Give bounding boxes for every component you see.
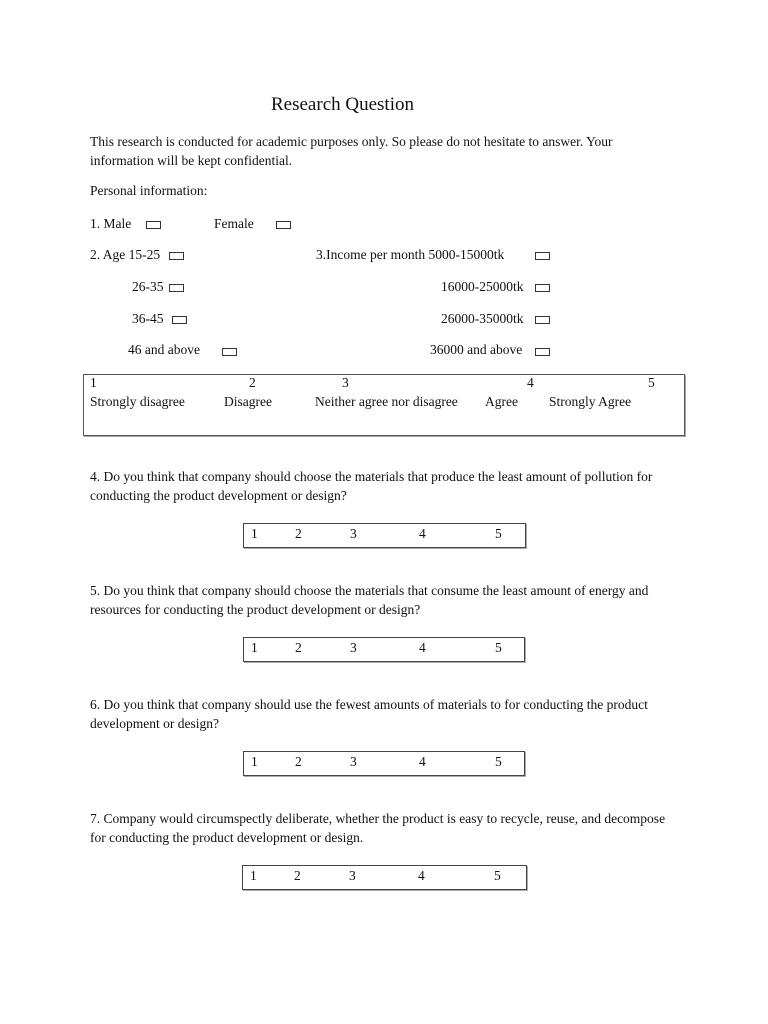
legend-number: 2 bbox=[249, 375, 256, 390]
income-16000-25000-checkbox[interactable] bbox=[535, 284, 550, 292]
rating-option[interactable]: 4 bbox=[419, 754, 426, 769]
age-36-45-checkbox[interactable] bbox=[172, 316, 187, 324]
rating-scale[interactable] bbox=[243, 637, 525, 662]
age-option-label: 46 and above bbox=[128, 342, 200, 357]
rating-option[interactable]: 5 bbox=[495, 640, 502, 655]
legend-number: 3 bbox=[342, 375, 349, 390]
rating-option[interactable]: 2 bbox=[295, 640, 302, 655]
rating-option[interactable]: 2 bbox=[295, 754, 302, 769]
legend-number: 4 bbox=[527, 375, 534, 390]
question-text: 4. Do you think that company should choose the materials that produce the least amount of pollution for conducting the product development or design? bbox=[90, 469, 653, 503]
male-checkbox[interactable] bbox=[146, 221, 161, 229]
rating-option[interactable]: 2 bbox=[295, 526, 302, 541]
rating-option[interactable]: 2 bbox=[294, 868, 301, 883]
rating-option[interactable]: 5 bbox=[494, 868, 501, 883]
age-option-label: 26-35 bbox=[132, 279, 164, 294]
rating-scale[interactable] bbox=[243, 751, 525, 776]
rating-option[interactable]: 4 bbox=[419, 640, 426, 655]
rating-option[interactable]: 5 bbox=[495, 754, 502, 769]
question-text: 7. Company would circumspectly deliberate, whether the product is easy to recycle, reuse, and decompose for conducting the product development or design. bbox=[90, 811, 666, 845]
rating-scale[interactable] bbox=[242, 865, 527, 890]
rating-option[interactable]: 3 bbox=[350, 640, 357, 655]
intro-text: This research is conducted for academic purposes only. So please do not hesitate to answer. Your information will be kept confidential. bbox=[90, 134, 613, 168]
age-label: 2. Age 15-25 bbox=[90, 247, 161, 262]
rating-option[interactable]: 3 bbox=[349, 868, 356, 883]
legend-label: Agree bbox=[485, 394, 518, 409]
income-26000-35000-checkbox[interactable] bbox=[535, 316, 550, 324]
question-text: 5. Do you think that company should choose the materials that consume the least amount of energy and resources for conducting the product development or design? bbox=[90, 583, 649, 617]
age-26-35-checkbox[interactable] bbox=[169, 284, 184, 292]
legend-label: Strongly disagree bbox=[90, 394, 185, 409]
income-option-label: 26000-35000tk bbox=[441, 311, 524, 326]
age-15-25-checkbox[interactable] bbox=[169, 252, 184, 260]
rating-option[interactable]: 1 bbox=[251, 754, 258, 769]
legend-number: 5 bbox=[648, 375, 655, 390]
male-label: 1. Male bbox=[90, 216, 132, 231]
income-option-label: 16000-25000tk bbox=[441, 279, 524, 294]
rating-option[interactable]: 5 bbox=[495, 526, 502, 541]
female-label: Female bbox=[214, 216, 254, 231]
page-title: Research Question bbox=[271, 94, 414, 115]
female-checkbox[interactable] bbox=[276, 221, 291, 229]
legend-label: Disagree bbox=[224, 394, 272, 409]
rating-option[interactable]: 1 bbox=[251, 640, 258, 655]
personal-info-label: Personal information: bbox=[90, 183, 208, 198]
rating-option[interactable]: 1 bbox=[251, 526, 258, 541]
question-text: 6. Do you think that company should use the fewest amounts of materials to for conducting the product development or design? bbox=[90, 697, 648, 731]
income-5000-15000-checkbox[interactable] bbox=[535, 252, 550, 260]
rating-scale[interactable] bbox=[243, 523, 526, 548]
income-36000-above-checkbox[interactable] bbox=[535, 348, 550, 356]
income-label: 3.Income per month 5000-15000tk bbox=[316, 247, 505, 262]
age-option-label: 36-45 bbox=[132, 311, 164, 326]
rating-option[interactable]: 4 bbox=[418, 868, 425, 883]
legend-number: 1 bbox=[90, 375, 97, 390]
legend-label: Neither agree nor disagree bbox=[315, 394, 458, 409]
scale-legend bbox=[83, 374, 685, 436]
income-option-label: 36000 and above bbox=[430, 342, 523, 357]
rating-option[interactable]: 4 bbox=[419, 526, 426, 541]
rating-option[interactable]: 1 bbox=[250, 868, 257, 883]
rating-option[interactable]: 3 bbox=[350, 526, 357, 541]
legend-label: Strongly Agree bbox=[549, 394, 632, 409]
rating-option[interactable]: 3 bbox=[350, 754, 357, 769]
age-46-above-checkbox[interactable] bbox=[222, 348, 237, 356]
